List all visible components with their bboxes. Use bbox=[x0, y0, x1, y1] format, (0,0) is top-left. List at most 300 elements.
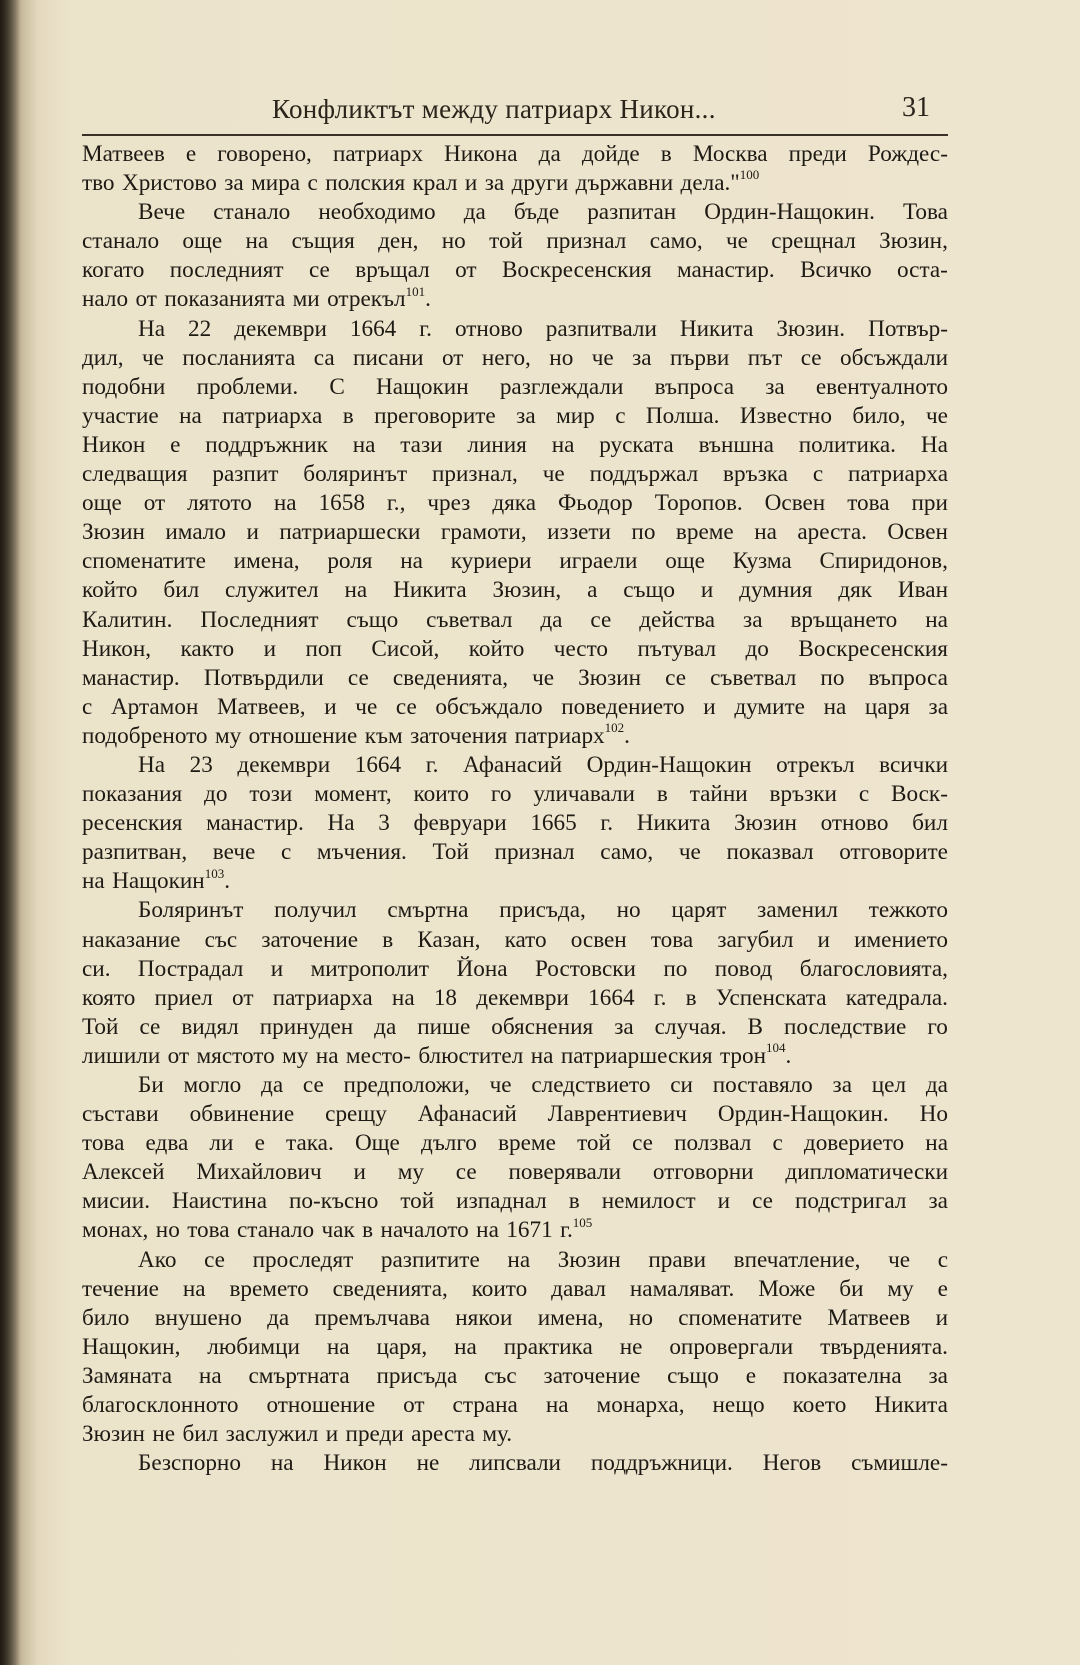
word: Ордин-Нащокин bbox=[586, 751, 752, 778]
word: че bbox=[888, 1246, 911, 1273]
word: също bbox=[346, 606, 399, 633]
word: впечатление, bbox=[733, 1246, 861, 1273]
word: че bbox=[591, 344, 614, 371]
footnote-ref: 103 bbox=[204, 867, 225, 881]
word: е bbox=[185, 141, 197, 167]
word: мястото bbox=[196, 1042, 275, 1069]
word: ареста. bbox=[797, 519, 867, 546]
text-line bbox=[82, 926, 948, 955]
word: в bbox=[685, 984, 697, 1011]
word: повод bbox=[714, 955, 773, 982]
word: още bbox=[82, 490, 122, 517]
word: благосклонното bbox=[82, 1392, 239, 1419]
word: крал bbox=[412, 170, 458, 197]
word: по bbox=[820, 664, 845, 691]
word: имена, bbox=[537, 1304, 604, 1331]
word: от bbox=[441, 344, 464, 371]
word: Известно bbox=[739, 402, 832, 429]
word: това bbox=[847, 490, 890, 517]
text-line bbox=[82, 140, 948, 169]
word: но bbox=[155, 1217, 180, 1244]
text-line bbox=[82, 1216, 948, 1245]
word: Зюзин bbox=[82, 519, 145, 546]
word: тайни bbox=[689, 781, 748, 808]
word: се bbox=[455, 1159, 477, 1186]
word: че bbox=[532, 664, 555, 691]
word: 3 bbox=[378, 810, 390, 837]
word: линия bbox=[467, 431, 527, 458]
word: Зюзин. bbox=[776, 315, 846, 342]
text-line bbox=[82, 1158, 948, 1187]
word: Той bbox=[82, 1013, 119, 1040]
word: г. bbox=[419, 315, 432, 342]
word: приел bbox=[154, 984, 213, 1011]
word: сведенията, bbox=[392, 664, 509, 691]
word: път bbox=[747, 344, 783, 371]
word: също bbox=[623, 577, 675, 604]
word: по bbox=[663, 955, 688, 982]
text-line bbox=[82, 460, 948, 489]
word: полския bbox=[325, 170, 406, 197]
word: Още bbox=[354, 1130, 400, 1157]
word: на bbox=[182, 1275, 206, 1302]
word: с bbox=[772, 1130, 783, 1157]
word: изпаднал bbox=[456, 1188, 547, 1215]
word: Освен bbox=[887, 519, 948, 546]
word: споменатите bbox=[678, 1304, 803, 1331]
word: станало bbox=[82, 228, 160, 255]
word: присъда bbox=[376, 1362, 458, 1389]
word: сведенията, bbox=[332, 1275, 448, 1302]
word: се bbox=[204, 1246, 225, 1273]
word: някои bbox=[455, 1304, 513, 1331]
word: дълго bbox=[421, 1130, 477, 1157]
text-line bbox=[82, 751, 948, 780]
word: присъда, bbox=[499, 897, 586, 924]
text-line bbox=[82, 693, 948, 722]
word: патриарх$^{102}$. bbox=[514, 721, 630, 749]
word: Никона bbox=[444, 141, 518, 167]
word: го bbox=[490, 781, 512, 808]
word: преди bbox=[788, 141, 847, 167]
text-line bbox=[82, 722, 948, 751]
word: Матвеев bbox=[82, 141, 165, 167]
word: место- bbox=[345, 1042, 411, 1069]
word: смъртна bbox=[387, 897, 469, 924]
word: че bbox=[542, 461, 565, 488]
word: за bbox=[928, 1362, 948, 1389]
word: по-късно bbox=[289, 1188, 379, 1215]
word: разпитан bbox=[587, 199, 677, 226]
word: Калитин. bbox=[82, 606, 173, 633]
word: на bbox=[476, 1217, 499, 1244]
word: си. bbox=[82, 955, 111, 982]
word: патриарха bbox=[272, 984, 373, 1011]
word: но bbox=[441, 228, 466, 255]
word: до bbox=[745, 635, 769, 662]
word: показателна bbox=[782, 1362, 902, 1389]
word: по bbox=[631, 519, 656, 546]
word: още bbox=[665, 548, 705, 575]
word: последният bbox=[169, 257, 284, 284]
word: се bbox=[665, 664, 687, 691]
word: с bbox=[280, 839, 292, 866]
word: връзки bbox=[769, 781, 837, 808]
word: Торопов. bbox=[654, 490, 743, 517]
word: се bbox=[395, 693, 417, 720]
word: разпитвали bbox=[545, 315, 657, 342]
word: за bbox=[484, 170, 505, 197]
word: 23 bbox=[189, 751, 213, 778]
word: Алексей bbox=[82, 1159, 165, 1186]
word: писани bbox=[353, 344, 424, 371]
text-line bbox=[82, 1013, 948, 1042]
word: Зюзин, bbox=[879, 228, 948, 255]
word: показвал bbox=[726, 839, 814, 866]
text-line bbox=[82, 402, 948, 431]
word: Казан, bbox=[417, 926, 481, 953]
word: предположи, bbox=[343, 1072, 470, 1098]
text-line bbox=[82, 489, 948, 518]
word: състави bbox=[82, 1101, 159, 1128]
word: от bbox=[167, 1042, 190, 1069]
word: на bbox=[454, 1333, 477, 1360]
text-line bbox=[82, 606, 948, 635]
word: нещо bbox=[712, 1392, 765, 1419]
word: заменил bbox=[757, 897, 838, 924]
word: г. bbox=[600, 810, 614, 837]
word: цел bbox=[871, 1072, 907, 1098]
word: бил bbox=[912, 810, 948, 837]
word: Той bbox=[432, 839, 469, 866]
word: съмишле- bbox=[851, 1450, 948, 1477]
word: с bbox=[858, 781, 870, 808]
word: имена, bbox=[233, 548, 300, 575]
word: Вече bbox=[138, 199, 186, 226]
word: за bbox=[632, 344, 652, 371]
word: Матвеев, bbox=[217, 693, 306, 720]
word: поведението bbox=[561, 693, 685, 720]
word: се bbox=[308, 257, 330, 284]
word: този bbox=[249, 781, 293, 808]
word: му. bbox=[482, 1421, 513, 1448]
word: посланията bbox=[182, 344, 296, 371]
word: 18 bbox=[433, 984, 458, 1011]
word: Афанасий bbox=[417, 1101, 517, 1128]
word: което bbox=[792, 1392, 847, 1419]
text-line bbox=[82, 867, 948, 896]
word: преговорите bbox=[374, 402, 496, 429]
word: могло bbox=[183, 1072, 242, 1098]
word: куриери bbox=[450, 548, 532, 575]
word: трон$^{104}$. bbox=[720, 1041, 792, 1069]
word: Но bbox=[919, 1101, 948, 1128]
word: признал bbox=[494, 839, 575, 866]
word: февруари bbox=[413, 810, 507, 837]
word: иззети bbox=[547, 519, 611, 546]
word: Всичко bbox=[800, 257, 872, 284]
word: било, bbox=[852, 402, 906, 429]
word: е bbox=[745, 1362, 757, 1389]
word: и bbox=[325, 1421, 339, 1448]
word: царя bbox=[864, 693, 910, 720]
word: Никон bbox=[323, 1450, 387, 1477]
word: поддръжници. bbox=[590, 1450, 733, 1477]
word: да bbox=[538, 141, 561, 167]
word: необходимо bbox=[318, 199, 436, 226]
word: г. bbox=[425, 751, 439, 778]
word: при bbox=[911, 490, 948, 517]
word: но bbox=[549, 344, 574, 371]
text-line bbox=[82, 1042, 948, 1071]
word: Воск- bbox=[891, 781, 948, 808]
word: него, bbox=[481, 344, 531, 371]
word: Замяната bbox=[82, 1362, 173, 1389]
word: декември bbox=[476, 984, 569, 1011]
text-line bbox=[82, 344, 948, 373]
word: той bbox=[577, 1130, 611, 1157]
word: декември bbox=[234, 315, 327, 342]
word: заточение bbox=[261, 926, 359, 953]
word: разглеждали bbox=[499, 373, 624, 400]
word: Може bbox=[758, 1275, 816, 1302]
word: Никита bbox=[636, 810, 711, 837]
word: на bbox=[82, 868, 105, 895]
word: Зюзин bbox=[734, 810, 797, 837]
word: 1658 bbox=[318, 490, 365, 517]
text-line bbox=[82, 169, 948, 198]
word: които bbox=[471, 1275, 528, 1302]
text-line bbox=[82, 431, 948, 460]
word: които bbox=[413, 781, 470, 808]
word: поверявали bbox=[508, 1159, 621, 1186]
text-line bbox=[82, 373, 948, 402]
word: получил bbox=[274, 897, 357, 924]
word: тво bbox=[82, 170, 115, 197]
word: ден, bbox=[378, 228, 419, 255]
word: на bbox=[400, 548, 423, 575]
word: че bbox=[925, 402, 948, 429]
word: Никита bbox=[393, 577, 467, 604]
word: с bbox=[307, 170, 318, 197]
word: мир bbox=[556, 402, 595, 429]
word: играели bbox=[559, 548, 638, 575]
word: началото bbox=[380, 1217, 469, 1244]
word: 22 bbox=[188, 315, 212, 342]
word: 1665 bbox=[530, 810, 577, 837]
word: монарха, bbox=[596, 1392, 685, 1419]
word: от bbox=[403, 1392, 425, 1419]
word: руската bbox=[599, 431, 674, 458]
word: да bbox=[374, 1013, 397, 1040]
word: Ордин-Нащокин. bbox=[704, 199, 875, 226]
word: Успенската bbox=[715, 984, 827, 1011]
word: Афанасий bbox=[462, 751, 562, 778]
word: това bbox=[82, 1130, 125, 1157]
word: само, bbox=[600, 839, 654, 866]
word: оста- bbox=[897, 257, 948, 284]
text-line bbox=[82, 1449, 948, 1478]
page-number: 31 bbox=[902, 92, 930, 123]
word: роля bbox=[327, 548, 373, 575]
word: още bbox=[182, 228, 223, 255]
word: както bbox=[180, 635, 235, 662]
word: дойде bbox=[581, 141, 640, 167]
word: На bbox=[138, 315, 166, 342]
word: на bbox=[270, 1450, 294, 1477]
word: му bbox=[282, 1042, 309, 1069]
word: признал, bbox=[432, 461, 518, 488]
word: подобреното bbox=[82, 722, 208, 749]
word: обсъждали bbox=[840, 344, 948, 371]
word: лишили bbox=[82, 1042, 161, 1069]
footnote-ref: 104 bbox=[766, 1041, 786, 1056]
word: В bbox=[747, 1013, 763, 1040]
body-text bbox=[82, 140, 948, 1478]
word: съветвал bbox=[710, 664, 797, 691]
word: поп bbox=[305, 635, 342, 662]
word: отрекъл bbox=[776, 751, 855, 778]
word: думния bbox=[739, 577, 813, 604]
word: манастир. bbox=[206, 810, 304, 837]
word: му bbox=[397, 1159, 424, 1186]
word: си bbox=[670, 1072, 693, 1098]
word: бъде bbox=[513, 199, 560, 226]
word: е bbox=[937, 1275, 948, 1302]
word: станало bbox=[237, 1217, 315, 1244]
word: му bbox=[887, 1275, 914, 1302]
word: обвинение bbox=[189, 1101, 295, 1128]
header-rule bbox=[82, 134, 948, 136]
word: Сисой, bbox=[371, 635, 440, 662]
word: време bbox=[675, 519, 734, 546]
word: не bbox=[619, 1333, 643, 1360]
word: мисии. bbox=[82, 1188, 150, 1215]
word: и bbox=[817, 926, 830, 953]
word: политика. bbox=[798, 431, 896, 458]
word: връщал bbox=[355, 257, 430, 284]
page-header bbox=[82, 90, 948, 134]
word: която bbox=[82, 984, 136, 1011]
word: любимци bbox=[207, 1333, 300, 1360]
word: поставяло bbox=[712, 1072, 813, 1098]
word: когато bbox=[82, 257, 145, 284]
word: на bbox=[273, 490, 297, 517]
word: на bbox=[545, 1392, 569, 1419]
word: е bbox=[254, 1130, 265, 1157]
word: патриарх bbox=[332, 141, 423, 167]
word: се bbox=[590, 606, 612, 633]
word: дяка bbox=[492, 490, 536, 517]
word: дяк bbox=[838, 577, 873, 604]
word: думите bbox=[734, 693, 805, 720]
text-line bbox=[82, 1391, 948, 1420]
running-title: Конфликтът между патриарх Никон... bbox=[272, 94, 716, 124]
word: Потвър- bbox=[868, 315, 948, 342]
word: С bbox=[329, 373, 345, 400]
word: Би bbox=[138, 1072, 164, 1098]
word: за bbox=[614, 1013, 634, 1040]
word: се bbox=[800, 344, 822, 371]
word: пътувал bbox=[637, 635, 717, 662]
word: отрекъл$^{101}$. bbox=[327, 285, 431, 313]
word: патриарха bbox=[222, 402, 323, 429]
word: се bbox=[139, 1013, 161, 1040]
word: Последният bbox=[200, 606, 319, 633]
word: Москва bbox=[692, 141, 768, 167]
word: въпроса bbox=[654, 373, 734, 400]
word: от bbox=[232, 984, 254, 1011]
word: на bbox=[925, 606, 948, 633]
word: срещу bbox=[325, 1101, 387, 1128]
word: Зюзин bbox=[82, 1421, 145, 1448]
word: на bbox=[507, 1246, 531, 1273]
word: в bbox=[382, 926, 394, 953]
word: и bbox=[246, 519, 259, 546]
word: за bbox=[928, 693, 948, 720]
word: 1664 bbox=[354, 751, 402, 778]
text-line bbox=[82, 256, 948, 285]
text-line bbox=[82, 1187, 948, 1216]
text-line bbox=[82, 198, 948, 227]
word: той bbox=[400, 1188, 435, 1215]
word: Йона bbox=[456, 955, 508, 982]
word: случая. bbox=[654, 1013, 727, 1040]
text-line bbox=[82, 1129, 948, 1158]
word: на bbox=[344, 577, 368, 604]
text-line bbox=[82, 635, 948, 664]
word: мира bbox=[251, 170, 301, 197]
text-line bbox=[82, 227, 948, 256]
word: Освен bbox=[764, 490, 826, 517]
word: царя, bbox=[376, 1333, 428, 1360]
word: с bbox=[615, 402, 626, 429]
word: Това bbox=[903, 199, 948, 226]
text-line bbox=[82, 984, 948, 1013]
text-line bbox=[82, 780, 948, 809]
word: практика bbox=[503, 1333, 593, 1360]
word: че bbox=[355, 693, 378, 720]
footnote-ref: 105 bbox=[572, 1216, 593, 1230]
text-line bbox=[82, 285, 948, 314]
text-line bbox=[82, 1362, 948, 1391]
word: отношение bbox=[266, 1392, 376, 1419]
word: страна bbox=[452, 1392, 518, 1419]
word: говорено, bbox=[217, 141, 312, 167]
word: въпроса bbox=[868, 664, 948, 691]
word: Безспорно bbox=[138, 1450, 241, 1477]
word: това bbox=[650, 926, 694, 953]
word: на bbox=[315, 1042, 339, 1069]
word: тази bbox=[400, 431, 443, 458]
word: Спиридонов, bbox=[819, 548, 948, 575]
word: г., bbox=[386, 490, 406, 517]
word: с bbox=[812, 461, 824, 488]
word: и bbox=[717, 1188, 731, 1215]
word: че bbox=[142, 344, 164, 371]
word: Никита bbox=[679, 315, 754, 342]
text-line bbox=[82, 1071, 948, 1100]
word: често bbox=[553, 635, 609, 662]
word: не bbox=[152, 1421, 176, 1448]
word: г. bbox=[653, 984, 667, 1011]
word: Нащокин bbox=[376, 373, 469, 400]
word: така. bbox=[286, 1130, 334, 1157]
word: в bbox=[342, 402, 354, 429]
word: и bbox=[270, 955, 284, 982]
word: на bbox=[551, 431, 575, 458]
word: доверието bbox=[803, 1130, 905, 1157]
